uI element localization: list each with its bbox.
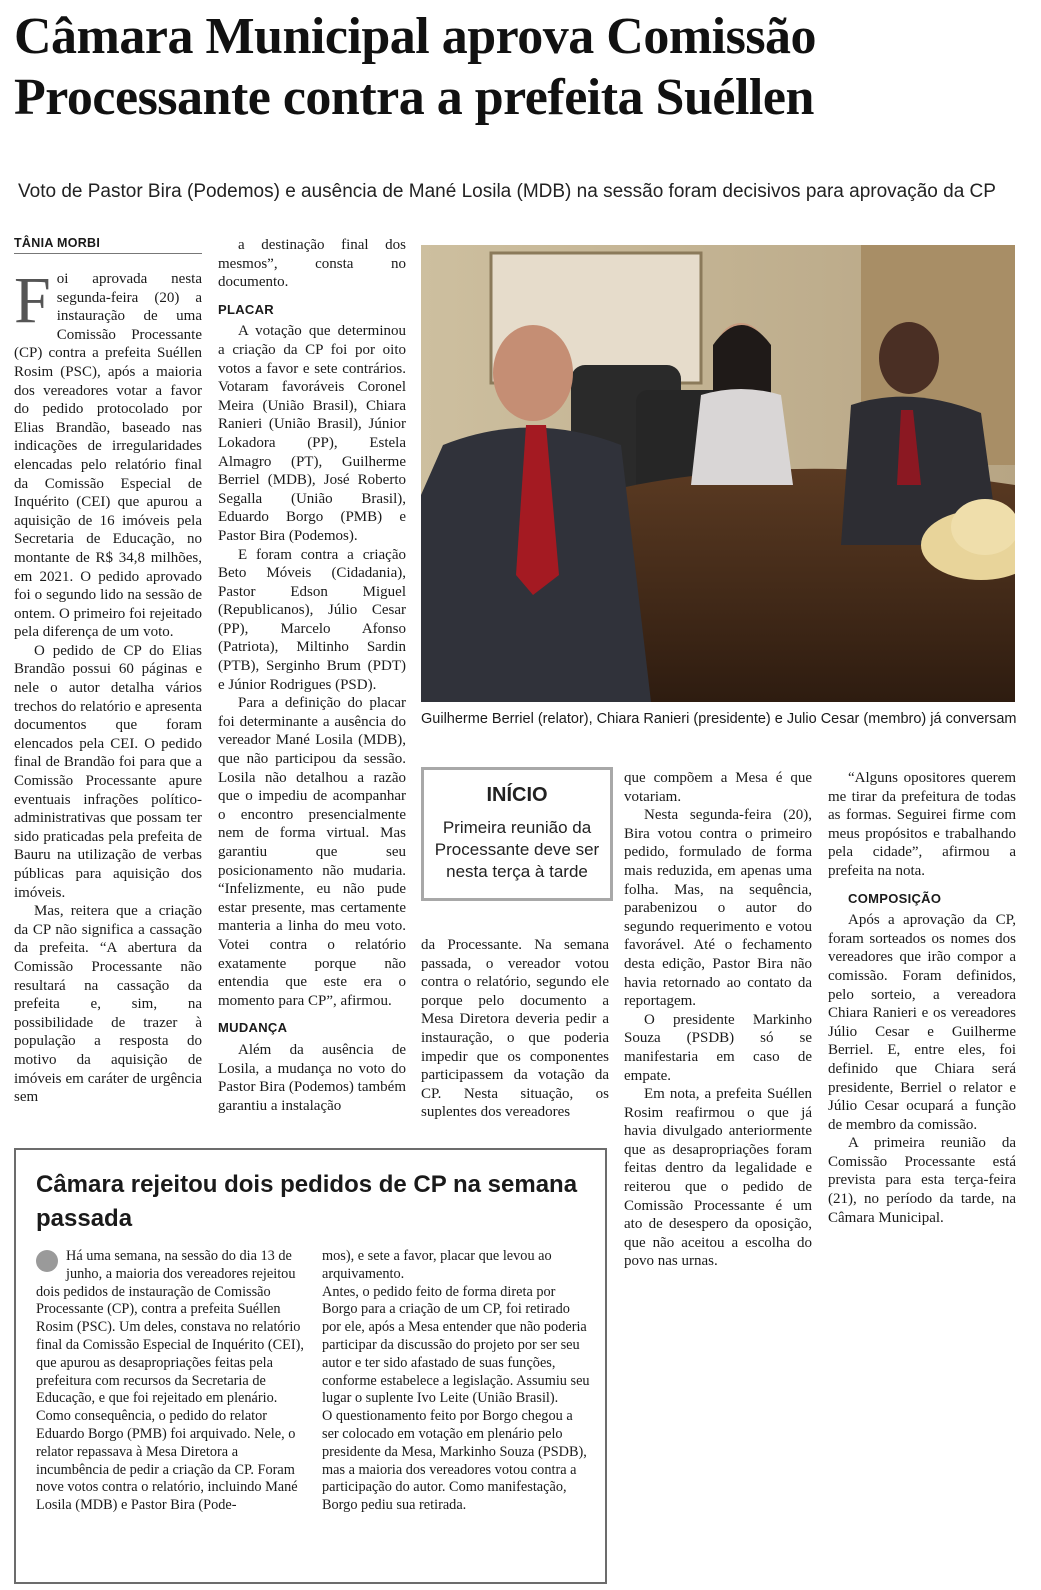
article-column-3 [421,936,609,1122]
byline: TÂNIA MORBI [14,236,202,254]
article-column-2 [218,236,406,1115]
inicio-callout [421,767,613,901]
sidebar-box [14,1148,607,1584]
paragraph: que compõem a Mesa é que votariam. [624,770,812,805]
sidebar-column-right [322,1248,592,1515]
paragraph: O pedido de CP do Elias Brandão possui 60 páginas e nele o autor detalha vários trechos do relatório e apresenta documentos que foram elencados pela CEI. O pedido final de Brandão foi para que a Comissão Processante apure eventuais infrações político-administrativas que possam ter sido praticadas pela prefeita de Bauru na utilização de verbas públicas para aquisição dos imóveis. [14,642,202,901]
paragraph: Após a aprovação da CP, foram sorteados os nomes dos vereadores que irão compor a comissão. Foram definidos, pelo sorteio, a vereadora Chiara Ranieri e os vereadores Júlio Cesar e Guilherme Berriel. E, entre eles, foi definido que Chiara será presidente, Berriel o relator e Júlio Cesar ocupará a função de membro da comissão. [828,912,1016,1133]
article-column-4 [624,769,812,1271]
paragraph: Em nota, a prefeita Suéllen Rosim reafirmou o que já havia divulgado anteriormente que as desapropriações foram feitas dentro da legalidade e reiterou que o pedido de Comissão Processante é um ato de desespero da oposição, que não aceitou a escolha do povo nas urnas. [624,1086,812,1270]
bullet-icon [36,1250,58,1272]
paragraph: Antes, o pedido feito de forma direta por Borgo para a criação de um CP, foi retirado por ele, após a Mesa entender que não poderia participar da discussão do projeto por ser seu autor e ter sido afastado de suas funções, conforme estabelece a legislação. Assumiu seu lugar o suplente Ivo Leite (União Brasil). [322,1283,590,1407]
paragraph: Para a definição do placar foi determinante a ausência do vereador Mané Losila (MDB), que não participou da sessão. Losila não detalhou a razão que o impediu de acompanhar o encontro presencialmente nem de forma virtual. Mas garantiu que seu posicionamento não mudaria. “Infelizmente, eu não pude estar presente, mas certamente manteria a linha do meu voto. Votei contra o relatório exatamente porque não entendia que este era o momento para CP”, afirmou. [218,695,406,1009]
section-heading-mudanca: MUDANÇA [218,1020,288,1036]
headline: Câmara Municipal aprova Comissão Processante contra a prefeita Suéllen [14,8,817,126]
paragraph: Nesta segunda-feira (20), Bira votou contra o primeiro pedido, formulado de forma mais reduzida, em apenas uma folha. Mas, na sequência, parabenizou o autor do segundo requerimento e votou favorável. Até o fechamento desta edição, Pastor Bira não havia retornado ao contato da reportagem. [624,807,812,1010]
section-heading-composicao: COMPOSIÇÃO [848,890,942,906]
paragraph: da Processante. Na semana passada, o vereador votou contra o relatório, segundo ele porque pelo documento a Mesa Diretora deveria pedir a instauração, o que poderia impedir que os componentes participassem da votação da CP. Nesta situação, os suplentes dos vereadores [421,937,609,1121]
paragraph: O questionamento feito por Borgo chegou a ser colocado em votação em plenário pelo presidente da Mesa, Markinho Souza (PSDB), mas a maioria dos vereadores votou contra a participação do autor. Como manifestação, Borgo pediu sua retirada. [322,1408,587,1514]
paragraph: A votação que determinou a criação da CP foi por oito votos a favor e sete contrários. Votaram favoráveis Coronel Meira (União Brasil), Chiara Ranieri (União Brasil), Júnior Lokadora (PP), Estela Almagro (PT), Guilherme Berriel (MDB), José Roberto Segalla (União Brasil), Eduardo Borgo (PMB) e Pastor Bira (Podemos). [218,323,406,544]
article-photo [421,245,1015,702]
meeting-photo-illustration [421,245,1015,702]
article-column-5 [828,769,1016,1227]
subheadline: Voto de Pastor Bira (Podemos) e ausência de Mané Losila (MDB) na sessão foram decisivos para aprovação da CP [18,181,996,202]
paragraph: O presidente Markinho Souza (PSDB) só se manifestaria em caso de empate. [624,1011,812,1084]
callout-text: Primeira reunião da Processante deve ser nesta terça à tarde [434,818,600,881]
paragraph: mos), e sete a favor, placar que levou ao arquivamento. [322,1248,552,1282]
photo-caption: Guilherme Berriel (relator), Chiara Ranieri (presidente) e Julio Cesar (membro) já conversam [421,711,1017,727]
paragraph: Como consequência, o pedido do relator Eduardo Borgo (PMB) foi arquivado. Nele, o relator repassava à Mesa Diretora a incumbência de pedir a criação da CP. Foram nove votos contra o relatório, incluindo Mané Losila (MDB) e Pastor Bira (Pode- [36,1408,298,1514]
drop-cap: F [14,264,51,337]
article-column-1 [14,264,202,1107]
paragraph: E foram contra a criação Beto Móveis (Cidadania), Pastor Edson Miguel (Republicanos), Júlio Cesar (PP), Marcelo Afonso (Patriota), Miltinho Sardin (PTB), Serginho Brum (PDT) e Júnior Rodrigues (PSD). [218,546,406,693]
paragraph: a destinação final dos mesmos”, consta no documento. [218,237,406,291]
paragraph: “Alguns opositores querem me tirar da prefeitura de todas as formas. Seguirei firme com meus propósitos e trabalhando pela cidade”, afirmou a prefeita na nota. [828,770,1016,879]
paragraph: Mas, reitera que a criação da CP não significa a cassação da prefeita. “A abertura da Comissão Processante não resultará na cassação da prefeita e, sim, na possibilidade de trazer à população a resposta do motivo da aquisição de imóveis em caráter de urgência sem [14,903,202,1106]
paragraph: Há uma semana, na sessão do dia 13 de junho, a maioria dos vereadores rejeitou dois pedidos de instauração de Comissão Processante (CP), contra a prefeita Suéllen Rosim (PSC). Um deles, constava no relatório final da Comissão Especial de Inquérito (CEI), que apurou as desapropriações feitas pela prefeitura com recursos da Secretaria de Educação, e que foi rejeitado em plenário. [36,1248,304,1407]
paragraph: Foi aprovada nesta segunda-feira (20) a instauração de uma Comissão Processante (CP) contra a prefeita Suéllen Rosim (PSC), após a maioria dos vereadores votar a favor do pedido protocolado por Elias Brandão, baseado nas indicações de irregularidades elencadas pelo relatório final da Comissão Especial de Inquérito (CEI) que apurou a aquisição de 16 imóveis pela Secretaria de Educação, no montante de R$ 34,8 milhões, em 2021. O pedido aprovado foi o segundo lido na sessão de ontem. O primeiro foi rejeitado pela diferença de um voto. [14,264,202,641]
callout-title: INÍCIO [486,784,548,806]
paragraph: A primeira reunião da Comissão Processante está prevista para esta terça-feira (21), no período da tarde, na Câmara Municipal. [828,1135,1016,1226]
sidebar-title: Câmara rejeitou dois pedidos de CP na semana passada [36,1171,578,1232]
paragraph: Além da ausência de Losila, a mudança no voto do Pastor Bira (Podemos) também garantiu a instalação [218,1041,406,1114]
sidebar-column-left [36,1248,314,1515]
section-heading-placar: PLACAR [218,301,274,317]
